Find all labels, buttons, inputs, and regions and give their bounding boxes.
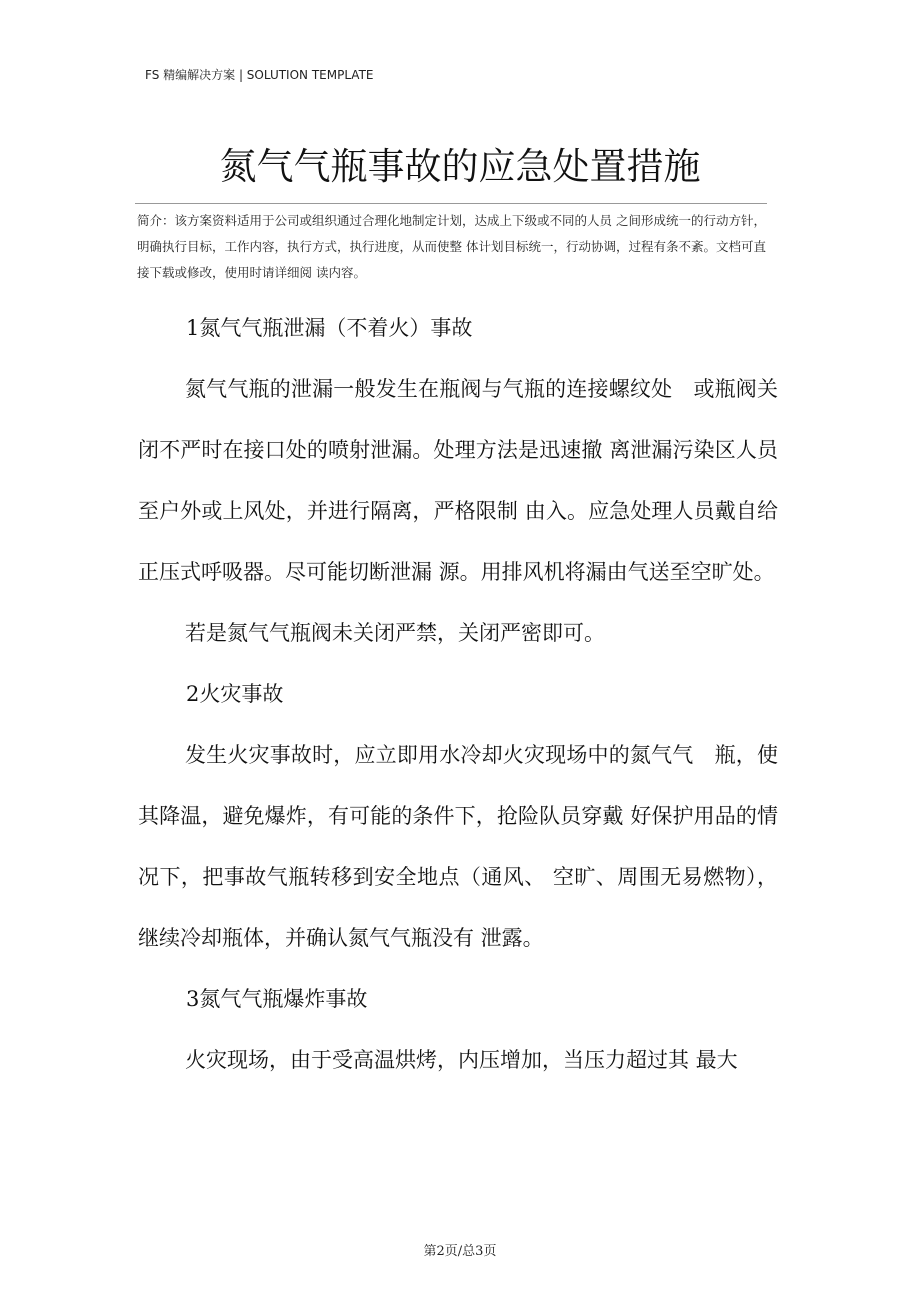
section3-heading: 3氮气气瓶爆炸事故: [186, 987, 368, 1011]
document-summary: 简介：该方案资料适用于公司或组织通过合理化地制定计划，达成上下级或不同的人员 之间形成统一的行动方针，明确执行目标，工作内容，执行方式，执行进度，从而使整 体计划目标统一，行动协调，过程有条不紊。文档可直接下载或修改，使用时请详细阅 读内容。: [137, 213, 766, 280]
title-divider: [135, 203, 767, 204]
section1-paragraph2: 若是氮气气瓶阀未关闭严禁，关闭严密即可。: [185, 621, 605, 645]
section1-heading: 1氮气气瓶泄漏（不着火）事故: [186, 316, 473, 340]
document-title: 氮气气瓶事故的应急处置措施: [219, 145, 701, 188]
document-header: FS 精编解决方案 | SOLUTION TEMPLATE: [145, 68, 374, 82]
document-body: [138, 298, 778, 1091]
section2-heading: 2火灾事故: [186, 682, 284, 706]
section3-paragraph1: 火灾现场，由于受高温烘烤，内压增加，当压力超过其 最大: [185, 1048, 738, 1072]
section1-paragraph1: 氮气气瓶的泄漏一般发生在瓶阀与气瓶的连接螺纹处 或瓶阀关闭不严时在接口处的喷射泄漏。处理方法是迅速撤 离泄漏污染区人员至户外或上风处，并进行隔离，严格限制 由入。应急处理人员戴自给正压式呼吸器。尽可能切断泄漏 源。用排风机将漏由气送至空旷处。: [138, 377, 778, 584]
section2-paragraph1: 发生火灾事故时，应立即用水冷却火灾现场中的氮气气 瓶，使其降温，避免爆炸，有可能的条件下，抢险队员穿戴 好保护用品的情况下，把事故气瓶转移到安全地点（通风、 空旷、周围无易燃物），继续冷却瓶体，并确认氮气气瓶没有 泄露。: [138, 743, 778, 950]
page-number: 第2页/总3页: [423, 1244, 497, 1259]
